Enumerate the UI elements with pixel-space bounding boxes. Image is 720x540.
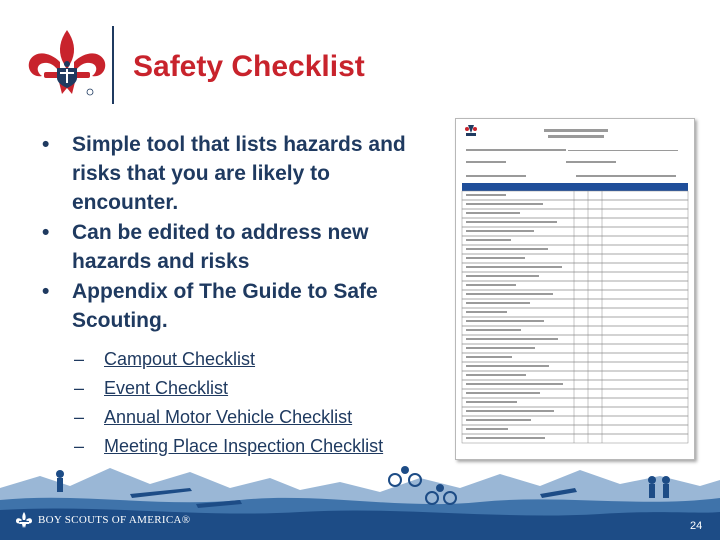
checklist-document-image xyxy=(455,118,695,460)
bullet-item: • Can be edited to address new hazards and risks xyxy=(42,221,369,273)
checklist-link-list xyxy=(74,345,383,461)
document-text-line xyxy=(466,275,539,277)
footer-scenic-banner xyxy=(0,448,720,540)
document-icon xyxy=(456,119,694,459)
bullet-item: • Simple tool that lists hazards and risks that you are likely to encounter. xyxy=(42,133,406,214)
campout-checklist-link[interactable]: Campout Checklist xyxy=(104,349,256,369)
document-text-line xyxy=(466,401,517,403)
document-text-line xyxy=(466,203,543,205)
document-text-line xyxy=(466,284,516,286)
list-item: – Event Checklist xyxy=(74,378,229,398)
document-text-line xyxy=(466,356,512,358)
document-text-line xyxy=(466,194,506,196)
document-text-line xyxy=(466,392,540,394)
document-text-line xyxy=(466,230,534,232)
document-text-line xyxy=(466,347,535,349)
meeting-place-checklist-link[interactable]: Meeting Place Inspection Checklist xyxy=(104,436,384,456)
list-item: – Campout Checklist xyxy=(74,349,256,369)
event-checklist-link[interactable]: Event Checklist xyxy=(104,378,229,398)
document-text-line xyxy=(466,338,558,340)
motor-vehicle-checklist-link[interactable]: Annual Motor Vehicle Checklist xyxy=(104,407,353,427)
page-number: 24 xyxy=(690,520,703,532)
page-title: Safety Checklist xyxy=(133,50,365,83)
document-text-line xyxy=(466,419,531,421)
header-divider xyxy=(112,26,114,104)
document-text-line xyxy=(466,248,548,250)
document-text-line xyxy=(466,212,520,214)
document-text-line xyxy=(466,329,521,331)
document-text-line xyxy=(466,293,553,295)
document-text-line xyxy=(466,365,549,367)
document-text-line xyxy=(466,320,544,322)
document-text-line xyxy=(466,374,526,376)
list-item: – Annual Motor Vehicle Checklist xyxy=(74,407,353,427)
document-text-line xyxy=(466,239,511,241)
document-text-line xyxy=(466,257,525,259)
document-text-line xyxy=(466,266,562,268)
org-name: BOY SCOUTS OF AMERICA® xyxy=(38,514,191,526)
document-text-line xyxy=(466,311,507,313)
document-text-line xyxy=(466,221,557,223)
document-text-line xyxy=(466,410,554,412)
document-text-line xyxy=(466,437,545,439)
document-text-line xyxy=(466,302,530,304)
list-item: – Meeting Place Inspection Checklist xyxy=(74,436,384,456)
bsa-logo-icon xyxy=(22,26,112,100)
bullet-list xyxy=(42,130,427,336)
bullet-item: • Appendix of The Guide to Safe Scouting. xyxy=(42,280,378,332)
document-text-line xyxy=(466,383,563,385)
document-text-line xyxy=(466,428,508,430)
bsa-fleur-icon xyxy=(14,511,34,529)
